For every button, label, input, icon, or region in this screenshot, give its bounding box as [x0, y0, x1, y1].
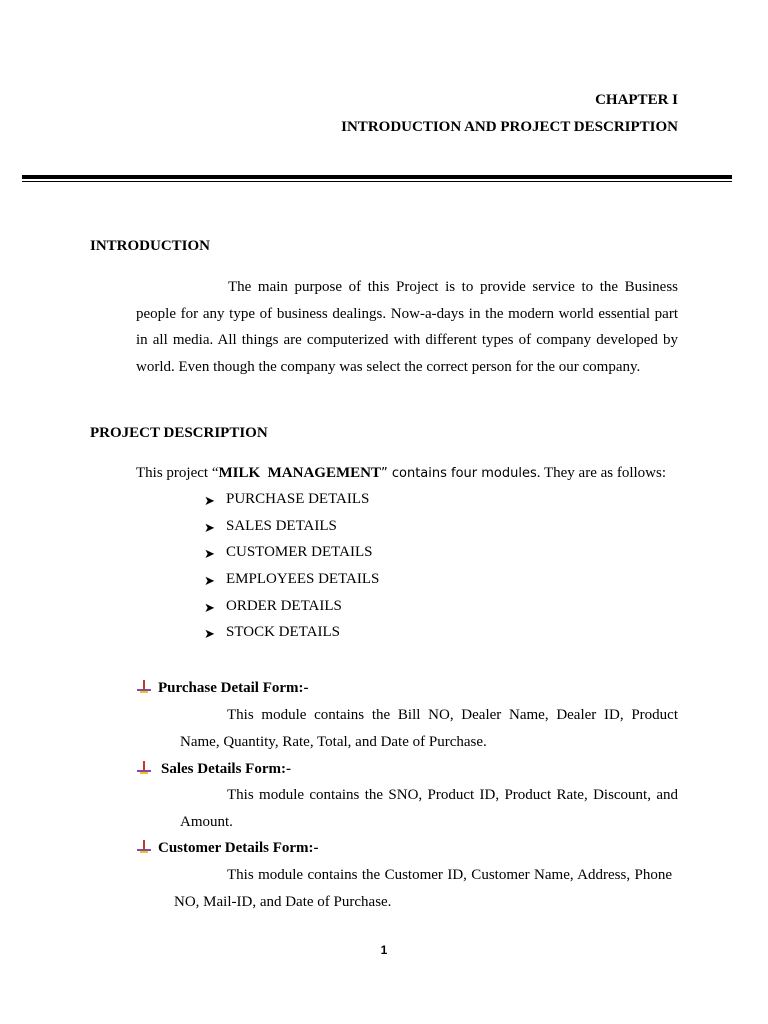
- header-rule-thin: [22, 181, 732, 182]
- project-intro-line: [136, 465, 666, 482]
- chapter-title: INTRODUCTION AND PROJECT DESCRIPTION: [341, 119, 678, 135]
- purchase-form-text: This module contains the Bill NO, Dealer Name, Dealer ID, Product Name, Quantity, Rate, Total, and Date of Purchase.: [180, 707, 678, 750]
- module-item: CUSTOMER DETAILS: [226, 544, 373, 560]
- project-intro-prefix: This project “: [136, 465, 219, 481]
- sales-form-text: This module contains the SNO, Product ID, Product Rate, Discount, and Amount.: [180, 787, 678, 830]
- customer-form-description: [174, 862, 672, 915]
- arrow-bullet-icon: ➤: [204, 573, 215, 588]
- module-item: ORDER DETAILS: [226, 598, 342, 614]
- project-description-heading: PROJECT DESCRIPTION: [90, 425, 268, 441]
- introduction-text: The main purpose of this Project is to provide service to the Business people for any type of business dealings. Now-a-days in the modern world essential part in all media. All things are computerized with different types of company developed by world. Even though the company was select the correct person for the our company.: [136, 279, 678, 375]
- pin-bullet-icon: [137, 840, 151, 854]
- purchase-form-title: Purchase Detail Form:-: [158, 680, 309, 696]
- pin-bullet-icon: [137, 680, 151, 694]
- page-number: 1: [380, 943, 388, 957]
- module-item: SALES DETAILS: [226, 518, 337, 534]
- customer-form-text: This module contains the Customer ID, Customer Name, Address, Phone NO, Mail-ID, and Date of Purchase.: [174, 867, 672, 910]
- project-name: MILK MANAGEMENT: [218, 465, 381, 481]
- customer-form-title: Customer Details Form:-: [158, 840, 319, 856]
- introduction-heading: INTRODUCTION: [90, 238, 211, 254]
- sales-form-description: [180, 782, 678, 835]
- arrow-bullet-icon: ➤: [204, 546, 215, 561]
- project-intro-suffix: . They are as follows:: [536, 465, 667, 481]
- module-item: PURCHASE DETAILS: [226, 491, 370, 507]
- module-item: EMPLOYEES DETAILS: [226, 571, 380, 587]
- sales-form-title: Sales Details Form:-: [161, 761, 291, 777]
- arrow-bullet-icon: ➤: [204, 493, 215, 508]
- module-item: STOCK DETAILS: [226, 624, 340, 640]
- pin-bullet-icon: [137, 761, 151, 775]
- header-rule-thick: [22, 175, 732, 179]
- introduction-paragraph: [136, 274, 678, 380]
- chapter-number: CHAPTER I: [595, 92, 678, 108]
- purchase-form-description: [180, 702, 678, 755]
- arrow-bullet-icon: ➤: [204, 520, 215, 535]
- arrow-bullet-icon: ➤: [204, 626, 215, 641]
- arrow-bullet-icon: ➤: [204, 600, 215, 615]
- project-intro-mid: ” contains four modules: [380, 466, 537, 481]
